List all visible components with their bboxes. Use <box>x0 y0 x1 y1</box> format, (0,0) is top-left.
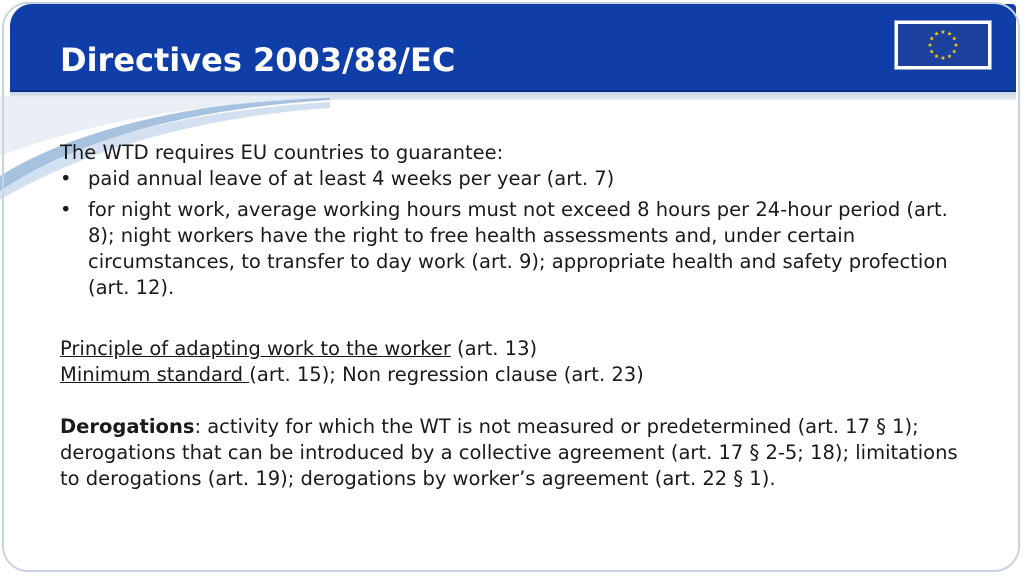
intro-text: The WTD requires EU countries to guarantee: <box>60 141 504 164</box>
derogations-label: Derogations <box>60 415 195 438</box>
list-item <box>60 166 960 192</box>
derogations-paragraph <box>60 414 960 492</box>
bullet-text: paid annual leave of at least 4 weeks per year (art. 7) <box>88 167 615 190</box>
slide-title: Directives 2003/88/EC <box>60 41 456 79</box>
principle-line <box>60 336 960 362</box>
eu-flag-icon <box>894 20 992 70</box>
bullet-glyph: • <box>60 198 72 221</box>
bullet-text: for night work, average working hours must not exceed 8 hours per 24-hour period (art. 8); night workers have the right to free health assessments and, under certain circumstances, to transfer to day work (art. 9); appropriate health and safety profection (art. 12). <box>88 198 948 299</box>
bullet-glyph: • <box>60 167 72 190</box>
bullet-list <box>60 166 960 301</box>
slide-body <box>60 140 960 492</box>
minimum-rest: (art. 15); Non regression clause (art. 23) <box>249 363 644 386</box>
minimum-standard-link[interactable]: Minimum standard <box>60 363 250 386</box>
list-item <box>60 197 960 301</box>
minimum-line <box>60 362 960 388</box>
principle-rest: (art. 13) <box>450 337 538 360</box>
principle-link[interactable]: Principle of adapting work to the worker <box>60 337 451 360</box>
derogations-text: : activity for which the WT is not measured or predetermined (art. 17 § 1); derogations that can be introduced by a collective agreement (art. 17 § 2-5; 18); limitations to derogations (art. 19); derogations by worker’s agreement (art. 22 § 1). <box>60 415 958 490</box>
